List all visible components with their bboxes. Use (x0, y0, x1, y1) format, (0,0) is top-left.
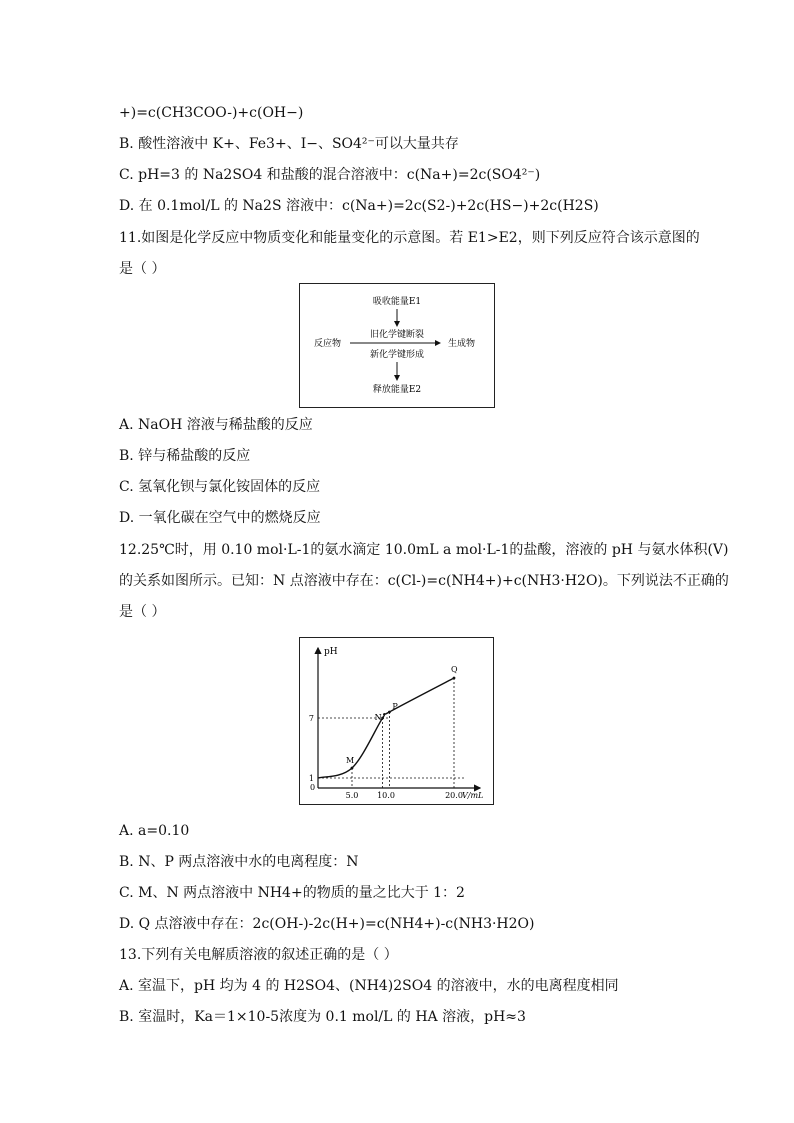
q11-option-c: C. 氢氧化钡与氯化铵固体的反应 (119, 479, 321, 495)
q11-option-a: A. NaOH 溶液与稀盐酸的反应 (119, 417, 313, 433)
q10-option-a-tail: +)=c(CH3COO-)+c(OH−) (119, 105, 304, 121)
point-q-label: Q (451, 665, 458, 674)
q13-stem: 13.下列有关电解质溶液的叙述正确的是（ ） (119, 947, 398, 963)
q12-stem-line3: 是（ ） (119, 604, 166, 620)
x-axis-label: V/mL (462, 791, 484, 800)
y-axis-label: pH (324, 647, 338, 657)
q11-stem-line1: 11.如图是化学反应中物质变化和能量变化的示意图。若 E1>E2，则下列反应符合该示意图的 (119, 230, 700, 246)
energy-diagram (299, 283, 495, 408)
reactant-label: 反应物 (314, 339, 342, 349)
old-bond-break-label: 旧化学键断裂 (369, 330, 425, 340)
q13-option-a: A. 室温下，pH 均为 4 的 H2SO4、(NH4)2SO4 的溶液中，水的电离程度相同 (119, 978, 619, 994)
q12-stem-line1: 12.25℃时，用 0.10 mol·L-1的氨水滴定 10.0mL a mol·L-1的盐酸，溶液的 pH 与氨水体积(V) (119, 542, 729, 558)
x-tick-label: 10.0 (377, 791, 395, 800)
q11-option-b: B. 锌与稀盐酸的反应 (119, 448, 251, 464)
release-energy-label: 释放能量E2 (372, 385, 422, 395)
point-p-label: P (392, 702, 398, 711)
new-bond-form-label: 新化学键形成 (369, 350, 425, 360)
x-tick-label: 5.0 (345, 791, 359, 800)
point-n-label: N (374, 713, 382, 722)
absorb-energy-label: 吸收能量E1 (372, 297, 422, 307)
titration-curve (318, 678, 454, 778)
y-tick-label: 7 (308, 714, 314, 723)
x-tick-label: 20.0 (445, 791, 463, 800)
q12-option-d: D. Q 点溶液中存在：2c(OH-)-2c(H+)=c(NH4+)-c(NH3·H2O) (119, 916, 535, 932)
origin-label: 0 (310, 783, 316, 792)
q12-option-a: A. a=0.10 (119, 823, 190, 839)
point-q-marker (453, 677, 456, 680)
q11-option-d: D. 一氧化碳在空气中的燃烧反应 (119, 510, 321, 526)
q10-option-b: B. 酸性溶液中 K+、Fe3+、I−、SO4²⁻可以大量共存 (119, 136, 459, 152)
q11-stem-line2: 是（ ） (119, 261, 166, 277)
q12-option-b: B. N、P 两点溶液中水的电离程度：N (119, 854, 359, 870)
point-p-marker (388, 711, 391, 714)
point-n-marker (381, 717, 384, 720)
y-tick-label: 1 (308, 774, 314, 783)
q10-option-d: D. 在 0.1mol/L 的 Na2S 溶液中：c(Na+)=2c(S2-)+2c(HS−)+2c(H2S) (119, 198, 599, 214)
product-label: 生成物 (448, 339, 476, 349)
titration-chart (299, 637, 494, 805)
point-m-marker (351, 767, 354, 770)
point-m-label: M (346, 756, 355, 765)
q12-option-c: C. M、N 两点溶液中 NH4+的物质的量之比大于 1：2 (119, 885, 465, 901)
q13-option-b: B. 室温时，Ka＝1×10-5浓度为 0.1 mol/L 的 HA 溶液，pH≈3 (119, 1009, 526, 1025)
q10-option-c: C. pH=3 的 Na2SO4 和盐酸的混合溶液中：c(Na+)=2c(SO4²⁻) (119, 167, 541, 183)
q12-stem-line2: 的关系如图所示。已知：N 点溶液中存在：c(Cl-)=c(NH4+)+c(NH3·H2O)。下列说法不正确的 (119, 573, 729, 589)
